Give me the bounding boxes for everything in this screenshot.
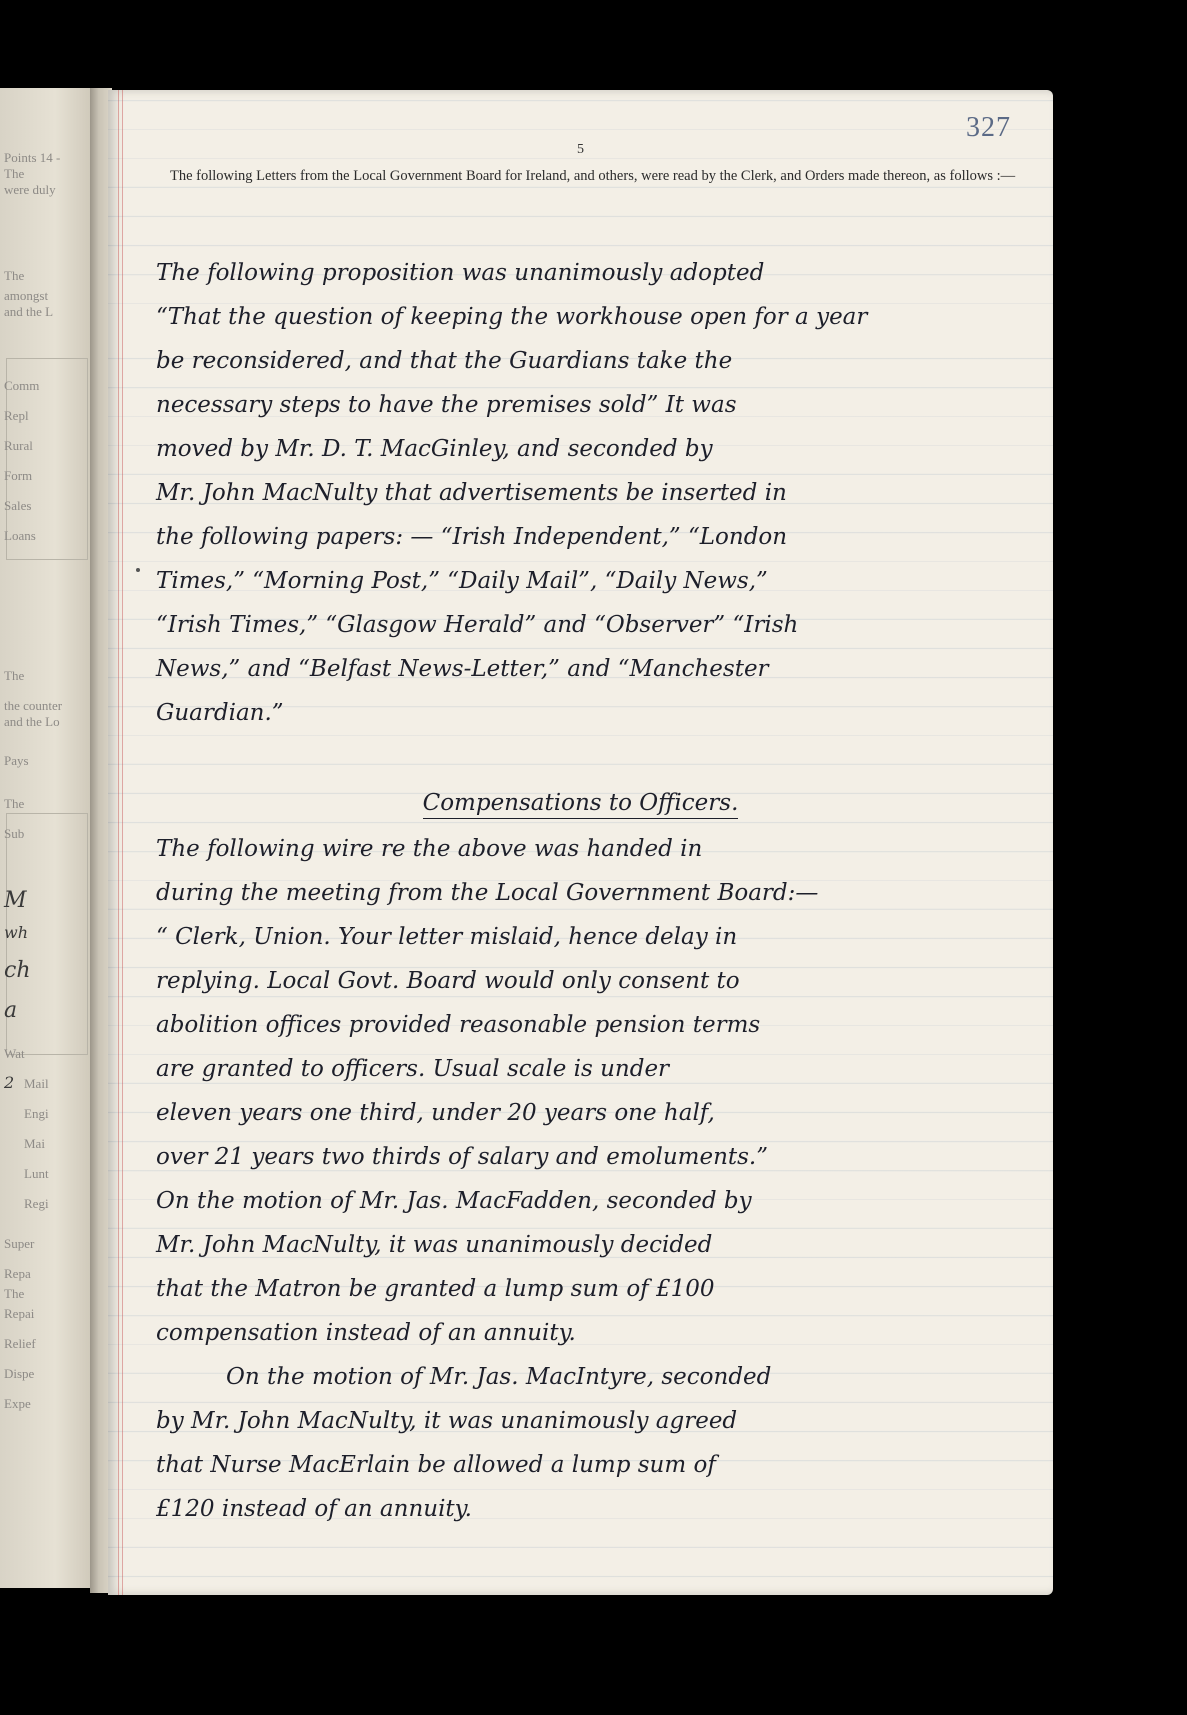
facing-text: The [4,1286,25,1301]
facing-handwriting: ch [4,958,31,983]
handwritten-line: “ Clerk, Union. Your letter mislaid, hence delay in [156,924,738,950]
handwritten-line: abolition offices provided reasonable pension terms [156,1012,761,1038]
facing-text: Mail [24,1076,49,1091]
facing-text: Regi [24,1196,49,1211]
facing-text: Relief [4,1336,36,1351]
section-heading [108,790,1053,816]
printed-page-number: 5 [577,142,584,157]
handwritten-line: that the Matron be granted a lump sum of £100 [156,1276,715,1302]
facing-text: Engi [24,1106,49,1121]
facing-text: and the L [4,304,54,319]
facing-text: Sub [4,826,25,841]
ink-dot [136,568,140,572]
handwritten-line: Times,” “Morning Post,” “Daily Mail”, “Daily News,” [156,568,768,594]
handwritten-line: Mr. John MacNulty, it was unanimously decided [156,1232,713,1258]
handwritten-line: the following papers: — “Irish Independent,” “London [156,524,788,550]
facing-text: Pays [4,753,29,768]
handwritten-line: over 21 years two thirds of salary and emoluments.” [156,1144,768,1170]
facing-handwriting: a [4,998,18,1023]
handwritten-line: moved by Mr. D. T. MacGinley, and seconded by [156,436,713,462]
facing-text: Form [4,468,33,483]
facing-text: Super [4,1236,35,1251]
facing-text: Repai [4,1306,35,1321]
handwritten-line: “Irish Times,” “Glasgow Herald” and “Observer” “Irish [156,612,799,638]
facing-text: Dispe [4,1366,35,1381]
handwritten-line: Guardian.” [156,700,284,726]
printed-header: The following Letters from the Local Government Board for Ireland, and others, were read by the Clerk, and Orders made thereon, as follows :— [170,168,1016,184]
facing-text: the counter [4,698,63,713]
facing-text: Loans [4,528,36,543]
ledger-page [108,90,1053,1595]
handwritten-line: that Nurse MacErlain be allowed a lump sum of [156,1452,716,1478]
folio-number: 327 [966,112,1011,143]
handwritten-line: On the motion of Mr. Jas. MacIntyre, seconded [226,1364,772,1390]
handwritten-line: The following proposition was unanimously adopted [156,260,765,286]
facing-handwriting: 2 [4,1073,15,1092]
handwritten-line: eleven years one third, under 20 years one half, [156,1100,715,1126]
handwritten-line: News,” and “Belfast News-Letter,” and “Manchester [156,656,769,682]
facing-text: amongst [4,288,49,303]
facing-text: The [4,166,25,181]
margin-rule [122,90,123,1595]
facing-text: Sales [4,498,32,513]
handwritten-line: The following wire re the above was handed in [156,836,703,862]
handwritten-line: replying. Local Govt. Board would only consent to [156,968,740,994]
handwritten-line: On the motion of Mr. Jas. MacFadden, seconded by [156,1188,752,1214]
facing-handwriting: wh [4,923,28,942]
facing-text: The [4,796,25,811]
facing-text: The [4,268,25,283]
facing-text: The [4,668,25,683]
facing-text: Lunt [24,1166,49,1181]
section-heading-text: Compensations to Officers. [423,790,739,819]
margin-rule [118,90,119,1595]
handwritten-line: compensation instead of an annuity. [156,1320,576,1346]
facing-text: Expe [4,1396,31,1411]
facing-text: Mai [24,1136,45,1151]
facing-text: Points 14 - [4,150,61,165]
handwritten-line: by Mr. John MacNulty, it was unanimously agreed [156,1408,738,1434]
facing-text: and the Lo [4,714,60,729]
facing-text: Wat [4,1046,25,1061]
facing-text: Repa [4,1266,31,1281]
facing-handwriting: M [4,888,27,913]
facing-text: Comm [4,378,40,393]
facing-page-fragment [0,88,92,1588]
handwritten-line: during the meeting from the Local Government Board:— [156,880,819,906]
handwritten-line: necessary steps to have the premises sold” It was [156,392,737,418]
handwritten-line: “That the question of keeping the workhouse open for a year [156,304,868,330]
facing-text: Rural [4,438,33,453]
facing-text: Repl [4,408,29,423]
handwritten-line: Mr. John MacNulty that advertisements be inserted in [156,480,787,506]
handwritten-line: be reconsidered, and that the Guardians take the [156,348,733,374]
handwritten-line: are granted to officers. Usual scale is under [156,1056,670,1082]
handwritten-line: £120 instead of an annuity. [156,1496,472,1522]
facing-text: were duly [4,182,56,197]
